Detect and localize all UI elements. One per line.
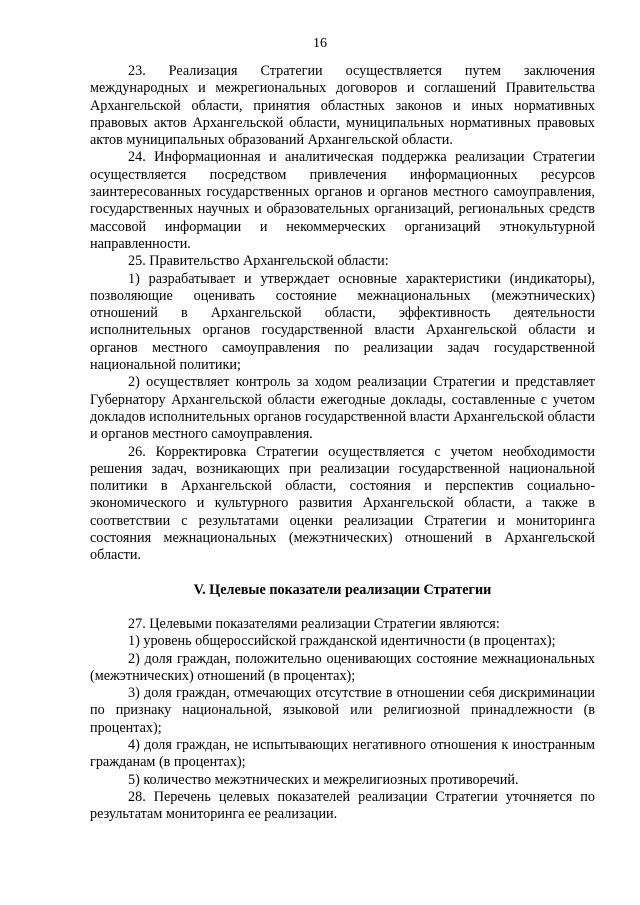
list-item-25-2: 2) осуществляет контроль за ходом реализации Стратегии и представляет Губернатору Архангельской области ежегодные доклады, составленные с учетом докладов исполнительных органов государственной власти Архангельской области и органов местного самоуправления. [90, 374, 595, 443]
list-item-27-4: 4) доля граждан, не испытывающих негативного отношения к иностранным гражданам (в процентах); [90, 736, 595, 771]
paragraph-23: 23. Реализация Стратегии осуществляется путем заключения международных и межрегиональных договоров и соглашений Правительства Архангельской области, принятия областных законов и иных нормативных правовых актов Архангельской области, муниципальных нормативных правовых актов муниципальных образований Архангельской области. [90, 63, 595, 149]
page-number: 16 [313, 36, 327, 51]
list-item-25-1: 1) разрабатывает и утверждает основные характеристики (индикаторы), позволяющие оценивать состояние межнациональных (межэтнических) отношений в Архангельской области, эффективность деятельности исполнительных органов государственной власти Архангельской области и органов местного самоуправления по реализации задач государственной национальной политики; [90, 270, 595, 374]
document-body [90, 63, 595, 823]
paragraph-26: 26. Корректировка Стратегии осуществляется с учетом необходимости решения задач, возникающих при реализации государственной национальной политики в Архангельской области, состояния и перспектив социально-экономического и культурного развития Архангельской области, а также в соответствии с результатами оценки реализации Стратегии и мониторинга состояния межнациональных (межэтнических) отношений в Архангельской области. [90, 443, 595, 564]
list-item-27-3: 3) доля граждан, отмечающих отсутствие в отношении себя дискриминации по признаку национальной, языковой или религиозной принадлежности (в процентах); [90, 685, 595, 736]
paragraph-27: 27. Целевыми показателями реализации Стратегии являются: [128, 615, 500, 632]
list-item-27-5: 5) количество межэтнических и межрелигиозных противоречий. [128, 771, 519, 788]
paragraph-28: 28. Перечень целевых показателей реализации Стратегии уточняется по результатам мониторинга ее реализации. [90, 788, 595, 823]
paragraph-24: 24. Информационная и аналитическая поддержка реализации Стратегии осуществляется посредством привлечения информационных ресурсов заинтересованных государственных органов и органов местного самоуправления, государственных научных и образовательных организаций, региональных средств массовой информации и некоммерческих организаций этнокультурной направленности. [90, 149, 595, 252]
list-item-27-2: 2) доля граждан, положительно оценивающих состояние межнациональных (межэтнических) отношений (в процентах); [90, 650, 595, 684]
paragraph-25: 25. Правительство Архангельской области: [128, 253, 389, 270]
section-heading: V. Целевые показатели реализации Стратегии [193, 581, 492, 598]
list-item-27-1: 1) уровень общероссийской гражданской идентичности (в процентах); [128, 633, 556, 650]
